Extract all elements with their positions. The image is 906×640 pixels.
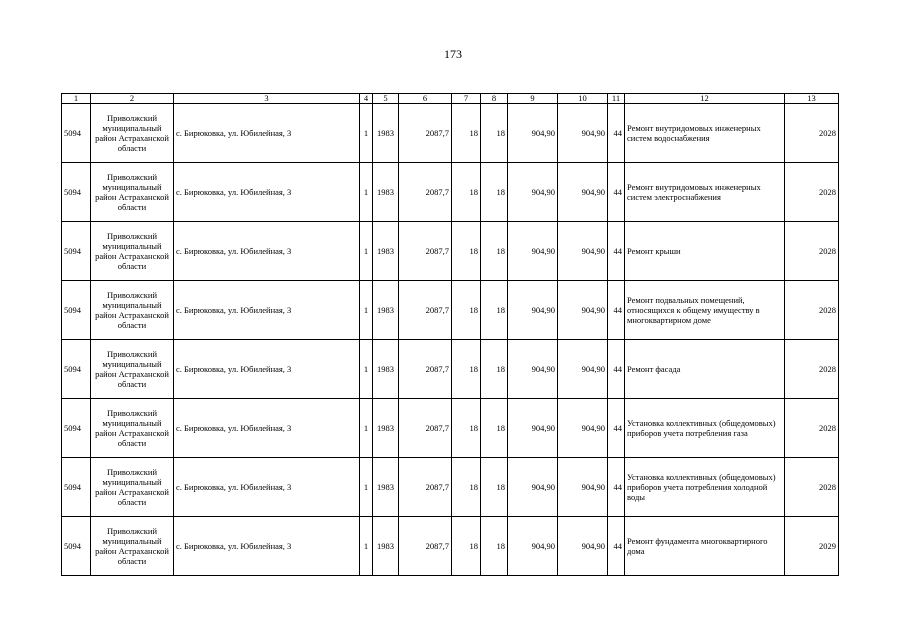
- cell-year-planned: 2028: [785, 104, 839, 163]
- column-header: 3: [174, 94, 360, 104]
- cell-col8: 18: [481, 104, 508, 163]
- cell-cost-2: 904,90: [558, 517, 608, 576]
- cell-address: с. Бирюковка, ул. Юбилейная, 3: [174, 340, 360, 399]
- cell-year: 1983: [373, 517, 399, 576]
- cell-district: Приволжский муниципальный район Астраханской области: [91, 163, 174, 222]
- cell-year: 1983: [373, 399, 399, 458]
- cell-cost-1: 904,90: [508, 163, 558, 222]
- cell-year: 1983: [373, 104, 399, 163]
- cell-year: 1983: [373, 281, 399, 340]
- cell-address: с. Бирюковка, ул. Юбилейная, 3: [174, 517, 360, 576]
- table-row: [62, 163, 839, 222]
- cell-col4: 1: [360, 104, 373, 163]
- page-number: 173: [444, 47, 462, 61]
- cell-cost-1: 904,90: [508, 281, 558, 340]
- cell-object-id: 5094: [62, 399, 91, 458]
- cell-work-type: Установка коллективных (общедомовых) приборов учета потребления газа: [625, 399, 785, 458]
- cell-col7: 18: [452, 222, 481, 281]
- cell-col11: 44: [608, 222, 625, 281]
- cell-cost-2: 904,90: [558, 281, 608, 340]
- cell-object-id: 5094: [62, 281, 91, 340]
- cell-col7: 18: [452, 281, 481, 340]
- cell-col4: 1: [360, 222, 373, 281]
- cell-year: 1983: [373, 458, 399, 517]
- cell-col11: 44: [608, 281, 625, 340]
- cell-year-planned: 2028: [785, 458, 839, 517]
- cell-area: 2087,7: [399, 104, 452, 163]
- cell-cost-1: 904,90: [508, 222, 558, 281]
- cell-area: 2087,7: [399, 458, 452, 517]
- cell-col7: 18: [452, 517, 481, 576]
- cell-col8: 18: [481, 281, 508, 340]
- table-row: [62, 458, 839, 517]
- cell-address: с. Бирюковка, ул. Юбилейная, 3: [174, 222, 360, 281]
- column-header: 12: [625, 94, 785, 104]
- cell-address: с. Бирюковка, ул. Юбилейная, 3: [174, 104, 360, 163]
- cell-cost-1: 904,90: [508, 340, 558, 399]
- cell-cost-2: 904,90: [558, 340, 608, 399]
- cell-object-id: 5094: [62, 163, 91, 222]
- column-header: 8: [481, 94, 508, 104]
- cell-cost-1: 904,90: [508, 517, 558, 576]
- cell-area: 2087,7: [399, 399, 452, 458]
- cell-col7: 18: [452, 104, 481, 163]
- table-row: [62, 517, 839, 576]
- cell-work-type: Установка коллективных (общедомовых) приборов учета потребления холодной воды: [625, 458, 785, 517]
- column-header: 10: [558, 94, 608, 104]
- cell-district: Приволжский муниципальный район Астраханской области: [91, 458, 174, 517]
- cell-work-type: Ремонт внутридомовых инженерных систем водоснабжения: [625, 104, 785, 163]
- cell-address: с. Бирюковка, ул. Юбилейная, 3: [174, 163, 360, 222]
- cell-cost-1: 904,90: [508, 104, 558, 163]
- cell-year-planned: 2029: [785, 517, 839, 576]
- cell-col8: 18: [481, 458, 508, 517]
- cell-cost-2: 904,90: [558, 163, 608, 222]
- cell-col8: 18: [481, 340, 508, 399]
- cell-col4: 1: [360, 399, 373, 458]
- cell-col11: 44: [608, 458, 625, 517]
- cell-year-planned: 2028: [785, 163, 839, 222]
- cell-col11: 44: [608, 340, 625, 399]
- cell-cost-2: 904,90: [558, 104, 608, 163]
- column-header: 2: [91, 94, 174, 104]
- cell-cost-1: 904,90: [508, 399, 558, 458]
- cell-district: Приволжский муниципальный район Астраханской области: [91, 517, 174, 576]
- column-header: 5: [373, 94, 399, 104]
- cell-col4: 1: [360, 458, 373, 517]
- cell-col7: 18: [452, 340, 481, 399]
- cell-area: 2087,7: [399, 340, 452, 399]
- column-header: 1: [62, 94, 91, 104]
- cell-year-planned: 2028: [785, 340, 839, 399]
- cell-col7: 18: [452, 399, 481, 458]
- column-number-row: [62, 94, 839, 104]
- cell-year-planned: 2028: [785, 222, 839, 281]
- column-header: 7: [452, 94, 481, 104]
- cell-address: с. Бирюковка, ул. Юбилейная, 3: [174, 399, 360, 458]
- cell-work-type: Ремонт крыши: [625, 222, 785, 281]
- cell-work-type: Ремонт внутридомовых инженерных систем электроснабжения: [625, 163, 785, 222]
- cell-object-id: 5094: [62, 340, 91, 399]
- cell-district: Приволжский муниципальный район Астраханской области: [91, 104, 174, 163]
- cell-col11: 44: [608, 163, 625, 222]
- column-header: 13: [785, 94, 839, 104]
- cell-area: 2087,7: [399, 281, 452, 340]
- cell-year-planned: 2028: [785, 399, 839, 458]
- column-header: 4: [360, 94, 373, 104]
- cell-work-type: Ремонт подвальных помещений, относящихся к общему имуществу в многоквартирном доме: [625, 281, 785, 340]
- table-row: [62, 340, 839, 399]
- cell-col8: 18: [481, 163, 508, 222]
- column-header: 6: [399, 94, 452, 104]
- column-header: 11: [608, 94, 625, 104]
- cell-object-id: 5094: [62, 104, 91, 163]
- cell-col4: 1: [360, 340, 373, 399]
- cell-cost-1: 904,90: [508, 458, 558, 517]
- cell-area: 2087,7: [399, 222, 452, 281]
- cell-cost-2: 904,90: [558, 399, 608, 458]
- capital-repair-table: [61, 93, 839, 576]
- table-row: [62, 222, 839, 281]
- cell-cost-2: 904,90: [558, 222, 608, 281]
- cell-address: с. Бирюковка, ул. Юбилейная, 3: [174, 281, 360, 340]
- cell-year-planned: 2028: [785, 281, 839, 340]
- cell-area: 2087,7: [399, 163, 452, 222]
- table-row: [62, 281, 839, 340]
- cell-year: 1983: [373, 340, 399, 399]
- table-row: [62, 104, 839, 163]
- cell-district: Приволжский муниципальный район Астраханской области: [91, 340, 174, 399]
- cell-col8: 18: [481, 222, 508, 281]
- cell-col4: 1: [360, 517, 373, 576]
- cell-col4: 1: [360, 281, 373, 340]
- cell-object-id: 5094: [62, 222, 91, 281]
- cell-work-type: Ремонт фасада: [625, 340, 785, 399]
- table-row: [62, 399, 839, 458]
- cell-year: 1983: [373, 222, 399, 281]
- cell-district: Приволжский муниципальный район Астраханской области: [91, 399, 174, 458]
- cell-col11: 44: [608, 399, 625, 458]
- cell-address: с. Бирюковка, ул. Юбилейная, 3: [174, 458, 360, 517]
- cell-district: Приволжский муниципальный район Астраханской области: [91, 222, 174, 281]
- cell-col4: 1: [360, 163, 373, 222]
- cell-col7: 18: [452, 458, 481, 517]
- cell-district: Приволжский муниципальный район Астраханской области: [91, 281, 174, 340]
- cell-col8: 18: [481, 517, 508, 576]
- cell-work-type: Ремонт фундамента многоквартирного дома: [625, 517, 785, 576]
- cell-object-id: 5094: [62, 458, 91, 517]
- cell-col11: 44: [608, 517, 625, 576]
- cell-col7: 18: [452, 163, 481, 222]
- cell-col8: 18: [481, 399, 508, 458]
- cell-col11: 44: [608, 104, 625, 163]
- cell-area: 2087,7: [399, 517, 452, 576]
- cell-object-id: 5094: [62, 517, 91, 576]
- cell-year: 1983: [373, 163, 399, 222]
- cell-cost-2: 904,90: [558, 458, 608, 517]
- column-header: 9: [508, 94, 558, 104]
